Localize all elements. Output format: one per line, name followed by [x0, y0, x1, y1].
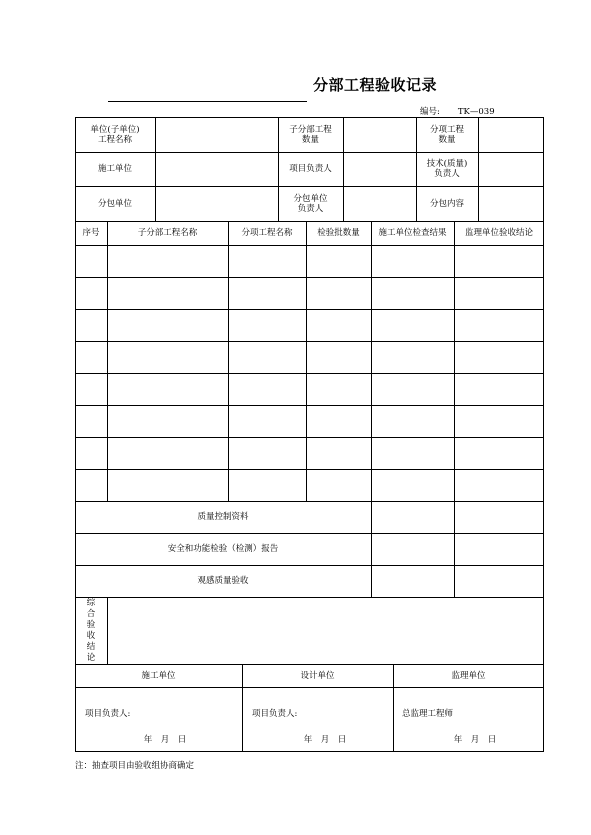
column-header-sub-division: 子分部工程名称	[137, 228, 198, 238]
appearance-quality-label: 观感质量验收	[197, 576, 249, 586]
column-header-batch-count: 检验批数量	[317, 228, 360, 238]
signer-design[interactable]: 项目负责人:	[252, 709, 298, 719]
appearance-quality-conclusion[interactable]	[454, 565, 544, 597]
overall-conclusion-label-char: 结	[86, 642, 96, 652]
code-label: 编号:	[420, 107, 440, 117]
table-row[interactable]	[75, 341, 544, 373]
quality-control-docs-result[interactable]	[371, 501, 454, 533]
subcontractor-label: 分包单位	[97, 198, 132, 209]
sub-manager-field[interactable]	[343, 186, 416, 221]
footnote: 注：抽查项目由验收组协商确定	[75, 761, 195, 771]
signer-construction[interactable]: 项目负责人:	[85, 709, 131, 719]
sub-content-label: 分包内容	[429, 198, 464, 209]
column-header-acceptance-conclusion: 监理单位验收结论	[464, 228, 533, 238]
subcontractor-field[interactable]	[155, 186, 278, 221]
table-row[interactable]	[75, 309, 544, 341]
date-construction[interactable]: 年 月 日	[143, 735, 187, 745]
date-supervision[interactable]: 年 月 日	[453, 735, 497, 745]
column-header-sub-item: 分项工程名称	[241, 228, 293, 238]
sub-division-count-label-line1: 子分部工程	[289, 124, 332, 135]
table-row[interactable]	[75, 405, 544, 437]
unit-name-label	[75, 117, 155, 152]
table-row[interactable]	[75, 373, 544, 405]
table-row[interactable]	[75, 245, 544, 277]
table-row[interactable]	[75, 437, 544, 469]
overall-conclusion-label-char: 综	[86, 598, 96, 608]
overall-conclusion-label	[75, 599, 107, 663]
signoff-header-design: 设计单位	[300, 670, 335, 681]
acceptance-form	[75, 117, 544, 752]
unit-name-field[interactable]	[155, 117, 278, 152]
sub-division-count-field[interactable]	[343, 117, 416, 152]
code-value: TK—039	[457, 107, 495, 117]
signer-supervision[interactable]: 总监理工程师	[402, 709, 454, 719]
sub-division-count-label	[278, 117, 343, 152]
overall-conclusion-label-char: 论	[86, 653, 96, 663]
safety-function-report-label: 安全和功能检验（检测）报告	[167, 544, 279, 554]
column-header-check-result: 施工单位检查结果	[378, 228, 447, 238]
tech-manager-field[interactable]	[478, 152, 544, 186]
unit-name-label-line1: 单位(子单位)	[90, 124, 140, 135]
title-underline	[108, 101, 307, 102]
overall-conclusion-field[interactable]	[107, 597, 544, 664]
sub-content-field[interactable]	[478, 186, 544, 221]
column-header-index: 序号	[82, 228, 100, 238]
overall-conclusion-label-char: 收	[86, 631, 96, 641]
unit-name-label-line2: 工程名称	[97, 134, 132, 145]
project-manager-field[interactable]	[343, 152, 416, 186]
date-design[interactable]: 年 月 日	[303, 735, 347, 745]
document-code	[420, 105, 495, 117]
sub-item-count-label	[416, 117, 478, 152]
safety-function-report-conclusion[interactable]	[454, 533, 544, 565]
overall-conclusion-label-char: 验	[86, 620, 96, 630]
sub-item-count-field[interactable]	[478, 117, 544, 152]
sub-manager-label-line2: 负责人	[297, 203, 324, 214]
safety-function-report-result[interactable]	[371, 533, 454, 565]
sub-item-count-label-line1: 分项工程	[429, 124, 464, 135]
project-manager-label: 项目负责人	[289, 164, 332, 174]
construction-unit-field[interactable]	[155, 152, 278, 186]
tech-manager-label-line2: 负责人	[434, 169, 460, 179]
sub-division-count-label-line2: 数量	[301, 134, 319, 145]
construction-unit-label: 施工单位	[97, 164, 132, 174]
page-title: 分部工程验收记录	[312, 76, 437, 94]
table-row[interactable]	[75, 469, 544, 501]
sub-item-count-label-line2: 数量	[438, 134, 456, 145]
signoff-header-construction: 施工单位	[141, 670, 176, 681]
signoff-header-supervision: 监理单位	[451, 670, 486, 681]
sub-manager-label-line1: 分包单位	[293, 193, 328, 204]
table-row[interactable]	[75, 277, 544, 309]
tech-manager-label	[416, 152, 478, 186]
tech-manager-label-line1: 技术(质量)	[426, 159, 468, 169]
sub-manager-label	[278, 186, 343, 221]
quality-control-docs-conclusion[interactable]	[454, 501, 544, 533]
overall-conclusion-label-char: 合	[86, 609, 96, 619]
appearance-quality-result[interactable]	[371, 565, 454, 597]
quality-control-docs-label: 质量控制资料	[197, 512, 249, 522]
